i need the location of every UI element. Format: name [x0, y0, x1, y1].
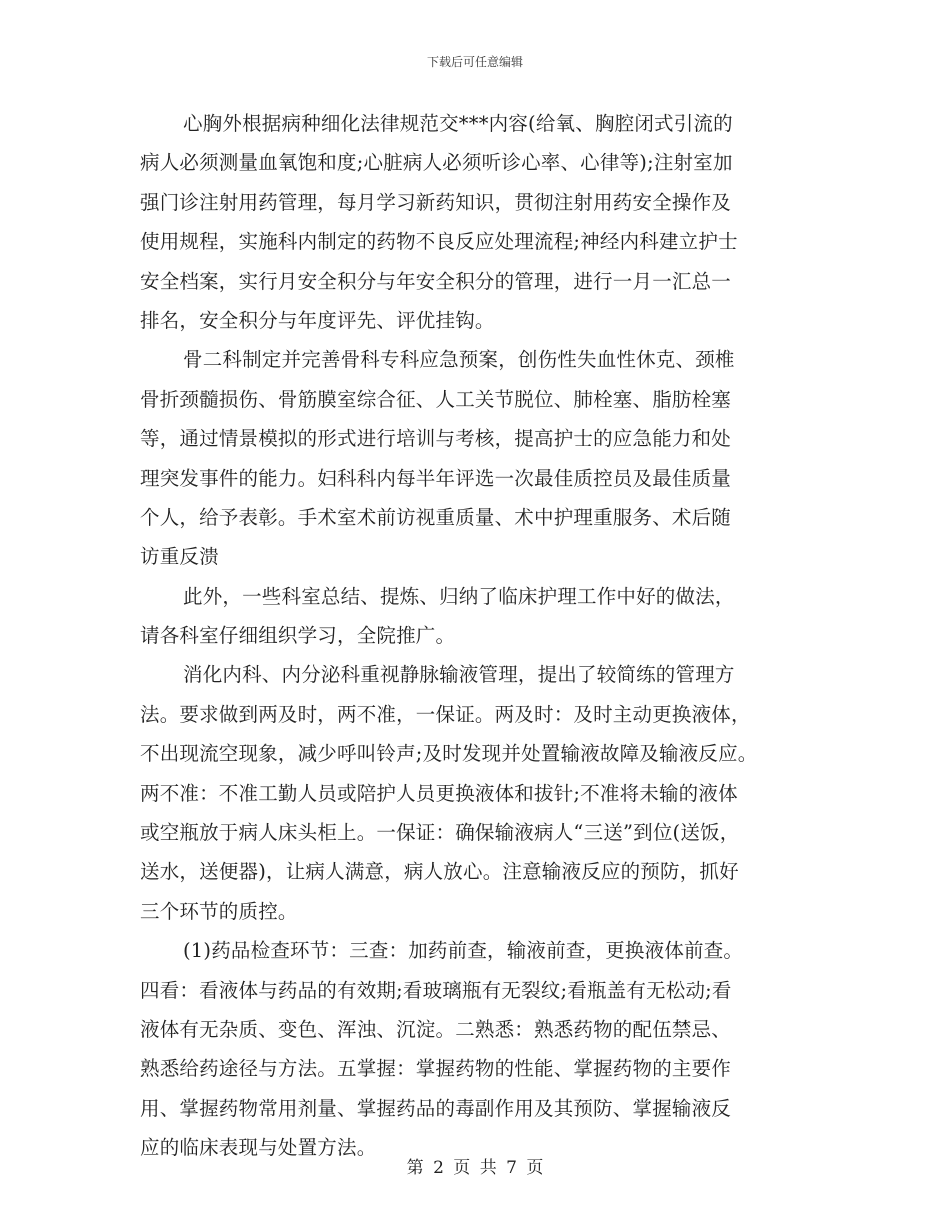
text-line: 液体有无杂质、变色、浑浊、沉淀。二熟悉：熟悉药物的配伍禁忌、 [140, 1017, 732, 1041]
text-line: 骨折颈髓损伤、骨筋膜室综合征、人工关节脱位、肺栓塞、脂肪栓塞 [140, 387, 732, 411]
paragraph [140, 340, 810, 576]
text-line: 熟悉给药途径与方法。五掌握：掌握药物的性能、掌握药物的主要作 [140, 1057, 732, 1081]
text-line: 不出现流空现象，减少呼叫铃声;及时发现并处置输液故障及输液反应。 [140, 742, 758, 766]
text-line: 送水，送便器)，让病人满意，病人放心。注意输液反应的预防，抓好 [140, 860, 739, 884]
text-line: 访重反溃 [140, 545, 219, 569]
paragraph [140, 104, 810, 340]
document-body [140, 104, 810, 1168]
text-line: 应的临床表现与处置方法。 [140, 1136, 377, 1160]
text-line: 此外，一些科室总结、提炼、归纳了临床护理工作中好的做法， [183, 584, 735, 608]
text-line: 安全档案，实行月安全积分与年安全积分的管理，进行一月一汇总一 [140, 269, 732, 293]
text-line: 使用规程，实施科内制定的药物不良反应处理流程;神经内科建立护士 [140, 230, 738, 254]
page-header: 下载后可任意编辑 [426, 55, 523, 69]
text-line: 个人，给予表彰。手术室术前访视重质量、术中护理重服务、术后随 [140, 505, 732, 529]
text-line: 用、掌握药物常用剂量、掌握药品的毒副作用及其预防、掌握输液反 [140, 1096, 732, 1120]
text-line: 骨二科制定并完善骨科专科应急预案，创伤性失血性休克、颈椎 [183, 348, 735, 372]
text-line: 请各科室仔细组织学习，全院推广。 [140, 624, 456, 648]
text-line: 或空瓶放于病人床头柜上。一保证：确保输液病人“三送”到位(送饭， [140, 821, 740, 845]
text-line: 心胸外根据病种细化法律规范交***内容(给氧、胸腔闭式引流的 [183, 112, 733, 135]
text-line: 排名，安全积分与年度评先、评优挂钩。 [140, 308, 495, 332]
text-line: 消化内科、内分泌科重视静脉输液管理，提出了较简练的管理方 [183, 663, 735, 687]
text-line: 理突发事件的能力。妇科科内每半年评选一次最佳质控员及最佳质量 [140, 466, 732, 490]
paragraph [140, 577, 810, 656]
text-line: 四看：看液体与药品的有效期;看玻璃瓶有无裂纹;看瓶盖有无松动;看 [140, 978, 732, 1002]
page-number-footer: 第 2 页 共 7 页 [406, 1158, 544, 1178]
text-line: 三个环节的质控。 [140, 899, 298, 923]
text-line: 强门诊注射用药管理，每月学习新药知识，贯彻注射用药安全操作及 [140, 190, 732, 214]
paragraph [140, 931, 810, 1167]
text-line: 病人必须测量血氧饱和度;心脏病人必须听诊心率、心律等);注射室加 [140, 151, 733, 175]
text-line: 两不准：不准工勤人员或陪护人员更换液体和拔针;不准将未输的液体 [140, 781, 738, 805]
text-line: 法。要求做到两及时，两不准，一保证。两及时：及时主动更换液体， [140, 702, 751, 726]
paragraph [140, 655, 810, 931]
text-line: (1)药品检查环节：三查：加药前查，输液前查，更换液体前查。 [183, 939, 744, 963]
text-line: 等，通过情景模拟的形式进行培训与考核，提高护士的应急能力和处 [140, 427, 732, 451]
